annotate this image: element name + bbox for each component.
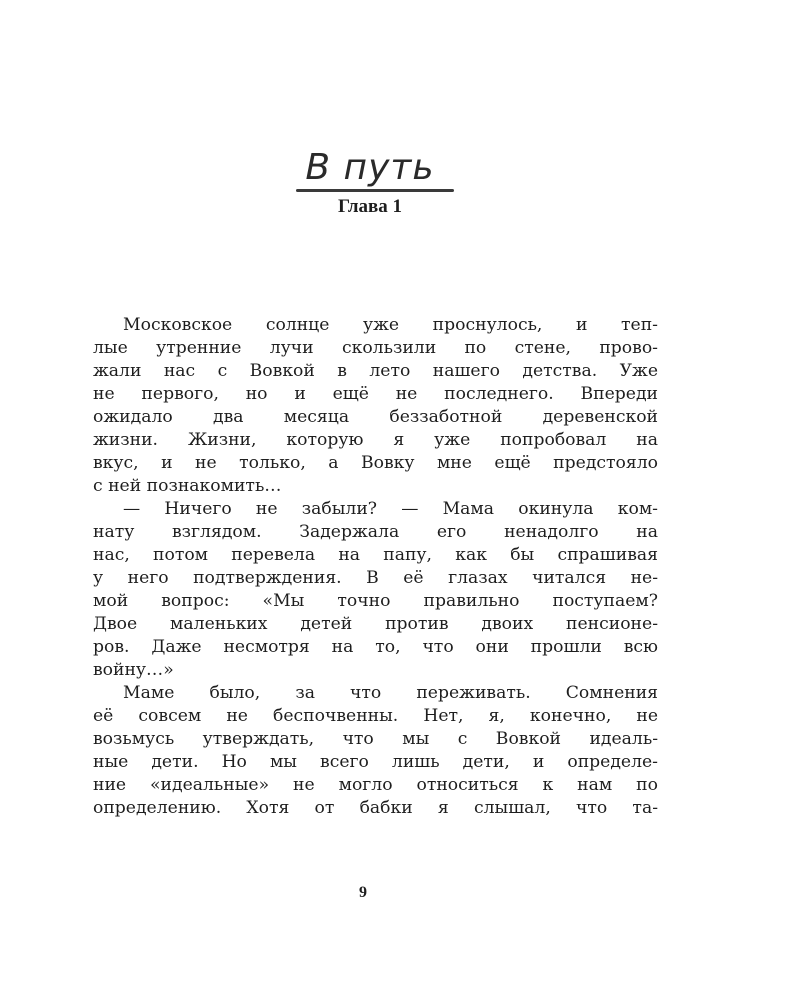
- text-line: возьмусь утверждать, что мы с Вовкой идеаль-: [93, 729, 658, 749]
- text-line: вкус, и не только, а Вовку мне ещё предстояло: [93, 453, 658, 473]
- text-line: её совсем не беспочвенны. Нет, я, конечно, не: [93, 706, 658, 726]
- text-line: лые утренние лучи скользили по стене, прово-: [93, 338, 658, 358]
- text-line: войну…»: [93, 660, 174, 680]
- text-line: нас, потом перевела на папу, как бы спрашивая: [93, 545, 658, 565]
- text-line: Двое маленьких детей против двоих пенсионе-: [93, 614, 658, 634]
- text-line: Московское солнце уже проснулось, и теп-: [123, 315, 658, 335]
- text-line: мой вопрос: «Мы точно правильно поступаем?: [93, 591, 658, 611]
- text-line: ров. Даже несмотря на то, что они прошли всю: [93, 637, 658, 657]
- text-line: ожидало два месяца беззаботной деревенской: [93, 407, 658, 427]
- text-line: — Ничего не забыли? — Мама окинула ком-: [123, 499, 658, 519]
- text-line: жали нас с Вовкой в лето нашего детства. Уже: [93, 361, 658, 381]
- chapter-title: В путь: [305, 147, 435, 188]
- text-line: определению. Хотя от бабки я слышал, что та-: [93, 798, 658, 818]
- text-line: с ней познакомить…: [93, 476, 282, 496]
- text-line: нату взглядом. Задержала его ненадолго на: [93, 522, 658, 542]
- text-line: не первого, но и ещё не последнего. Впереди: [93, 384, 658, 404]
- page-number: 9: [359, 884, 367, 901]
- text-line: жизни. Жизни, которую я уже попробовал на: [93, 430, 658, 450]
- text-line: Маме было, за что переживать. Сомнения: [123, 683, 658, 703]
- body-text: [93, 314, 658, 820]
- text-line: ние «идеальные» не могло относиться к нам по: [93, 775, 658, 795]
- text-line: ные дети. Но мы всего лишь дети, и определе-: [93, 752, 658, 772]
- chapter-title-underline: [296, 189, 454, 192]
- chapter-number: Глава 1: [337, 196, 403, 217]
- text-line: у него подтверждения. В её глазах читался не-: [93, 568, 658, 588]
